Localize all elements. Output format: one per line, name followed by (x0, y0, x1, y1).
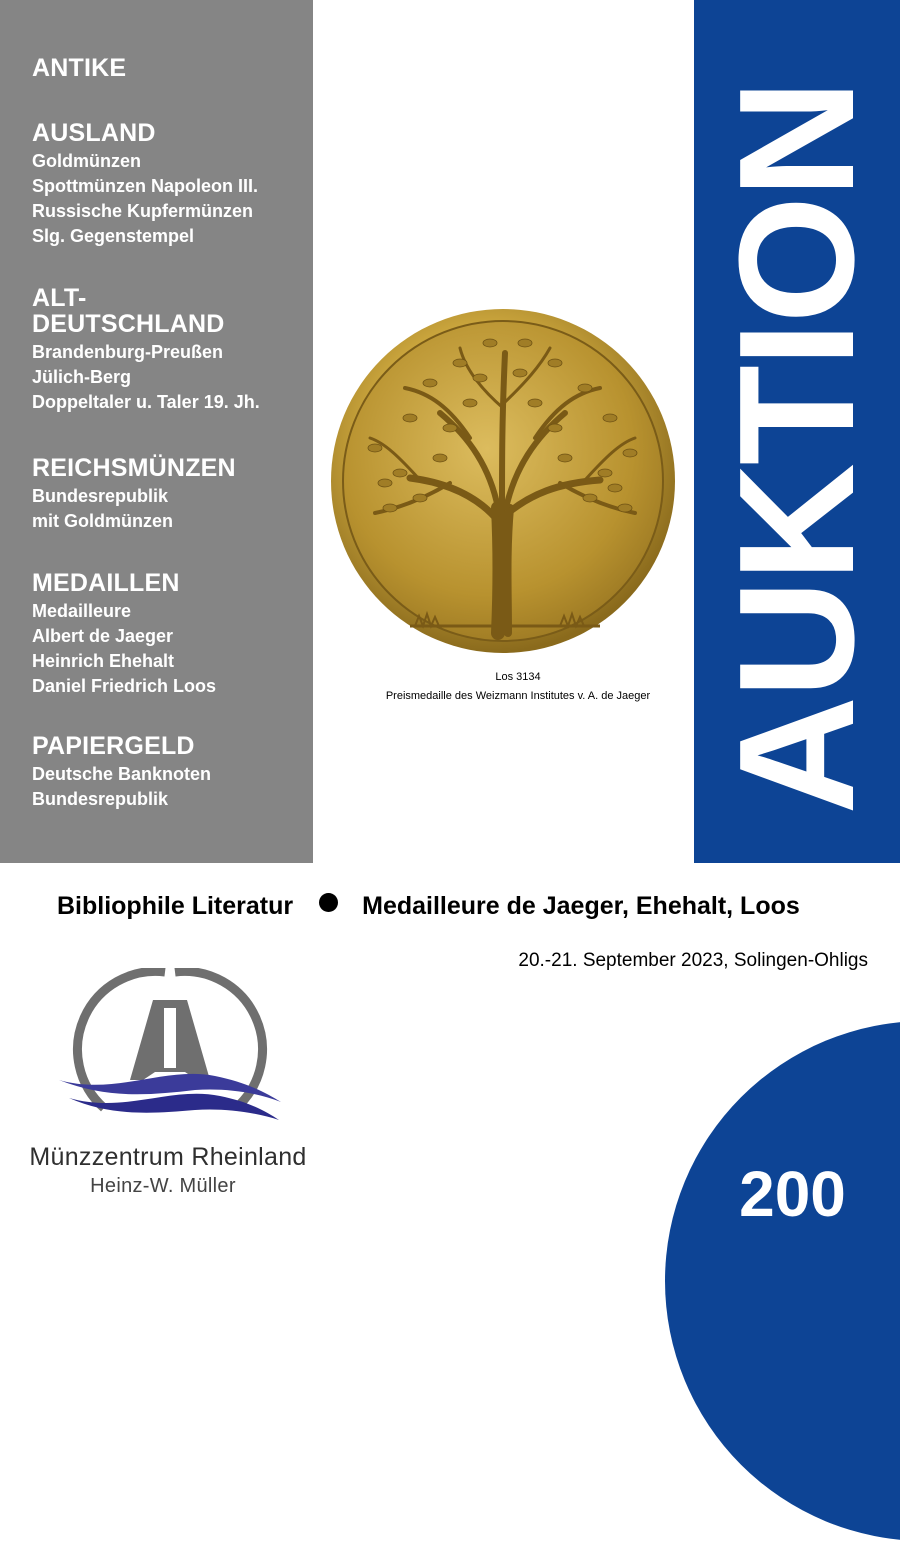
category-block (32, 120, 258, 249)
category-item: Medailleure (32, 601, 132, 621)
category-title (32, 455, 236, 481)
bullet-icon (319, 893, 338, 912)
category-items (32, 762, 211, 812)
medal-caption (340, 668, 696, 706)
category-title (32, 120, 258, 146)
category-item: Albert de Jaeger (32, 626, 174, 646)
auction-banner-word: AUKTION (705, 81, 888, 815)
category-title (32, 285, 260, 337)
category-item: Spottmünzen Napoleon III. (32, 176, 258, 196)
category-items (32, 599, 216, 699)
category-block (32, 285, 260, 415)
category-block (32, 570, 216, 699)
medal-image (330, 308, 676, 654)
auction-subject (57, 890, 857, 922)
category-item: Russische Kupfermünzen (32, 201, 254, 221)
lot-number: Los 3134 (495, 671, 541, 683)
category-title-line: MEDAILLEN (32, 569, 180, 597)
category-item: Jülich-Berg (32, 367, 132, 387)
category-sidebar (0, 0, 313, 863)
category-item: Doppeltaler u. Taler 19. Jh. (32, 392, 260, 412)
category-title (32, 55, 126, 81)
category-title-line: ALT- (32, 284, 87, 312)
auction-number: 200 (739, 1158, 846, 1230)
category-block (32, 455, 236, 534)
auction-number-disc (665, 1021, 900, 1541)
category-block (32, 733, 211, 812)
category-title (32, 733, 211, 759)
category-items (32, 484, 236, 534)
category-title-line: AUSLAND (32, 119, 156, 147)
category-item: Slg. Gegenstempel (32, 226, 195, 246)
auction-banner (694, 0, 900, 863)
category-title-line: PAPIERGELD (32, 732, 195, 760)
subject-right: Medailleure de Jaeger, Ehehalt, Loos (362, 892, 800, 920)
event-date-place: 20.-21. September 2023, Solingen-Ohligs (518, 950, 868, 971)
category-item: Goldmünzen (32, 151, 141, 171)
category-title-line: DEUTSCHLAND (32, 310, 225, 338)
category-item: Daniel Friedrich Loos (32, 676, 217, 696)
category-title-line: REICHSMÜNZEN (32, 454, 236, 482)
logo-name: Münzzentrum Rheinland (29, 1143, 307, 1171)
category-item: Bundesrepublik (32, 789, 169, 809)
category-items (32, 340, 260, 415)
category-item: Deutsche Banknoten (32, 764, 212, 784)
category-item: Brandenburg-Preußen (32, 342, 224, 362)
category-item: Heinrich Ehehalt (32, 651, 175, 671)
category-item: mit Goldmünzen (32, 511, 173, 531)
category-items (32, 149, 258, 249)
logo-owner: Heinz-W. Müller (90, 1175, 236, 1197)
category-title-line: ANTIKE (32, 54, 127, 82)
category-item: Bundesrepublik (32, 486, 169, 506)
category-title (32, 570, 216, 596)
subject-left: Bibliophile Literatur (57, 892, 294, 920)
logo-emblem-icon (55, 968, 285, 1138)
lot-description: Preismedaille des Weizmann Institutes v. A. de Jaeger (385, 690, 651, 702)
category-block (32, 55, 126, 84)
